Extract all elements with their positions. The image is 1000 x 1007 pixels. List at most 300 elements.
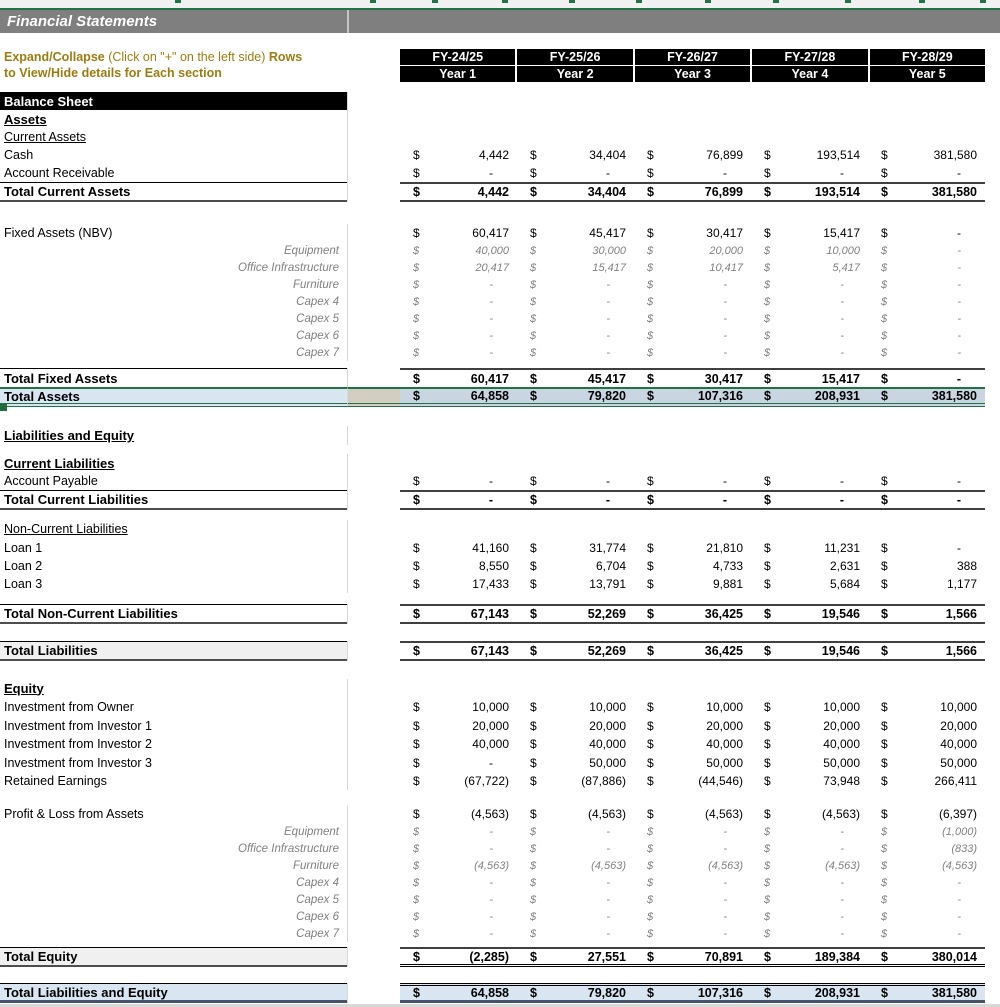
fy-header-cell[interactable]: FY-28/29 bbox=[870, 49, 985, 65]
value-cell[interactable] bbox=[751, 772, 868, 790]
value-cell[interactable] bbox=[400, 389, 517, 403]
row-label[interactable]: Office Infrastructure bbox=[238, 261, 339, 274]
row-label[interactable]: Loan 3 bbox=[4, 577, 43, 591]
row-label[interactable]: Capex 7 bbox=[296, 346, 339, 359]
value-cell[interactable] bbox=[751, 492, 868, 508]
value-cell[interactable] bbox=[400, 697, 517, 716]
value-cell[interactable] bbox=[868, 224, 985, 242]
year-header-cell[interactable]: Year 1 bbox=[400, 66, 515, 82]
gap-cell bbox=[347, 716, 400, 735]
value-cell[interactable] bbox=[751, 327, 868, 344]
row-label[interactable]: Office Infrastructure bbox=[238, 842, 339, 855]
row-label[interactable]: Assets bbox=[4, 111, 47, 127]
currency-symbol: $ bbox=[881, 148, 888, 162]
cell-value: 79,820 bbox=[587, 389, 626, 403]
value-cell[interactable] bbox=[868, 925, 985, 942]
cell-value: - bbox=[840, 927, 844, 940]
value-cell[interactable] bbox=[400, 986, 517, 1000]
value-cell[interactable] bbox=[868, 370, 985, 387]
cell-value: - bbox=[489, 825, 493, 838]
value-cell[interactable] bbox=[751, 925, 868, 942]
row-label[interactable]: Capex 4 bbox=[296, 876, 339, 889]
gap-cell bbox=[347, 310, 400, 327]
row-label[interactable]: Total Fixed Assets bbox=[0, 368, 347, 387]
value-cell[interactable] bbox=[400, 575, 517, 593]
value-cell[interactable] bbox=[868, 389, 985, 403]
value-cell[interactable] bbox=[751, 310, 868, 327]
value-cell[interactable] bbox=[634, 772, 751, 790]
value-cell[interactable] bbox=[517, 389, 634, 403]
value-cell[interactable] bbox=[868, 735, 985, 753]
values-area bbox=[400, 716, 985, 735]
value-cell[interactable] bbox=[400, 370, 517, 387]
value-cell[interactable] bbox=[868, 538, 985, 557]
value-cell[interactable] bbox=[868, 242, 985, 259]
currency-symbol: $ bbox=[764, 825, 771, 838]
value-cell[interactable] bbox=[868, 557, 985, 575]
gap-cell bbox=[347, 110, 400, 128]
value-cell[interactable] bbox=[400, 891, 517, 908]
value-cell[interactable] bbox=[868, 891, 985, 908]
currency-symbol: $ bbox=[413, 493, 420, 507]
value-cell[interactable] bbox=[751, 805, 868, 823]
row-label[interactable]: Total Liabilities bbox=[0, 641, 347, 661]
cell-value: - bbox=[489, 329, 493, 342]
value-cell[interactable] bbox=[517, 753, 634, 772]
cell-value: 107,316 bbox=[697, 389, 743, 403]
value-cell[interactable] bbox=[868, 823, 985, 840]
value-cell[interactable] bbox=[751, 344, 868, 361]
value-cell[interactable] bbox=[634, 224, 751, 242]
value-cell[interactable] bbox=[517, 146, 634, 164]
value-cell[interactable] bbox=[517, 293, 634, 310]
value-cell[interactable] bbox=[751, 389, 868, 403]
value-cell[interactable] bbox=[517, 772, 634, 790]
value-cell[interactable] bbox=[517, 716, 634, 735]
value-cell[interactable] bbox=[751, 276, 868, 293]
values-area bbox=[400, 538, 985, 557]
row-label[interactable]: Investment from Investor 2 bbox=[4, 737, 152, 751]
year-header-cell[interactable]: Year 2 bbox=[517, 66, 632, 82]
table-row bbox=[0, 823, 1000, 840]
value-cell[interactable] bbox=[751, 857, 868, 874]
value-cell[interactable] bbox=[751, 293, 868, 310]
value-cell[interactable] bbox=[868, 857, 985, 874]
value-cell[interactable] bbox=[517, 370, 634, 387]
fy-header-cell[interactable]: FY-27/28 bbox=[752, 49, 867, 65]
value-cell[interactable] bbox=[517, 242, 634, 259]
row-label[interactable]: Cash bbox=[4, 148, 34, 162]
value-cell[interactable] bbox=[868, 492, 985, 508]
row-label[interactable]: Fixed Assets (NBV) bbox=[4, 226, 113, 240]
expand-collapse-note bbox=[4, 49, 396, 81]
value-cell[interactable] bbox=[751, 164, 868, 182]
row-label[interactable]: Total Equity bbox=[0, 947, 347, 967]
value-cell[interactable] bbox=[400, 716, 517, 735]
value-cell[interactable] bbox=[634, 735, 751, 753]
value-cell[interactable] bbox=[517, 492, 634, 508]
currency-symbol: $ bbox=[764, 949, 771, 964]
cell-value: - bbox=[606, 927, 610, 940]
value-cell[interactable] bbox=[517, 327, 634, 344]
value-cell[interactable] bbox=[400, 538, 517, 557]
row-label[interactable]: Account Receivable bbox=[4, 166, 115, 180]
value-cell[interactable] bbox=[634, 242, 751, 259]
cell-value: - bbox=[840, 295, 844, 308]
value-cell[interactable] bbox=[751, 643, 868, 659]
value-cell[interactable] bbox=[517, 259, 634, 276]
row-label[interactable]: Balance Sheet bbox=[0, 92, 347, 110]
value-cell[interactable] bbox=[400, 259, 517, 276]
value-cell[interactable] bbox=[400, 735, 517, 753]
cell-value: - bbox=[839, 493, 844, 507]
value-cell[interactable] bbox=[868, 310, 985, 327]
currency-symbol: $ bbox=[881, 493, 888, 507]
cell-value: 76,899 bbox=[706, 148, 743, 162]
currency-symbol: $ bbox=[413, 166, 420, 180]
table-row bbox=[0, 735, 1000, 753]
row-label[interactable]: Total Assets bbox=[0, 387, 347, 407]
value-cell[interactable] bbox=[517, 557, 634, 575]
value-cell[interactable] bbox=[634, 697, 751, 716]
value-cell[interactable] bbox=[634, 986, 751, 1000]
value-cell[interactable] bbox=[751, 891, 868, 908]
cell-value: - bbox=[489, 927, 493, 940]
sheet-title-bar[interactable] bbox=[0, 10, 1000, 33]
value-cell[interactable] bbox=[517, 643, 634, 659]
value-cell[interactable] bbox=[868, 805, 985, 823]
row-label[interactable]: Total Current Assets bbox=[0, 182, 347, 202]
table-row bbox=[0, 182, 1000, 202]
currency-symbol: $ bbox=[413, 825, 420, 838]
value-cell[interactable] bbox=[400, 753, 517, 772]
currency-symbol: $ bbox=[413, 718, 420, 733]
value-cell[interactable] bbox=[751, 575, 868, 593]
value-cell[interactable] bbox=[517, 874, 634, 891]
row-label[interactable]: Current Assets bbox=[4, 130, 86, 144]
value-cell[interactable] bbox=[634, 805, 751, 823]
gap-cell bbox=[347, 925, 400, 942]
value-cell[interactable] bbox=[634, 891, 751, 908]
currency-symbol: $ bbox=[413, 371, 420, 386]
value-cell[interactable] bbox=[400, 805, 517, 823]
value-cell[interactable] bbox=[517, 344, 634, 361]
value-cell[interactable] bbox=[517, 164, 634, 182]
currency-symbol: $ bbox=[530, 842, 537, 855]
value-cell[interactable] bbox=[517, 908, 634, 925]
value-cell[interactable] bbox=[751, 224, 868, 242]
value-cell[interactable] bbox=[634, 293, 751, 310]
value-cell[interactable] bbox=[868, 276, 985, 293]
row-label[interactable]: Furniture bbox=[292, 859, 339, 872]
row-label[interactable]: Current Liabilities bbox=[4, 455, 115, 471]
row-label[interactable]: Loan 2 bbox=[4, 559, 43, 573]
value-cell[interactable] bbox=[751, 986, 868, 1000]
value-cell[interactable] bbox=[868, 575, 985, 593]
value-cell[interactable] bbox=[634, 164, 751, 182]
row-label[interactable]: Investment from Investor 3 bbox=[4, 755, 152, 770]
value-cell[interactable] bbox=[400, 840, 517, 857]
row-label[interactable]: Loan 1 bbox=[4, 540, 43, 555]
value-cell[interactable] bbox=[868, 606, 985, 622]
value-cell[interactable] bbox=[400, 925, 517, 942]
value-cell[interactable] bbox=[634, 716, 751, 735]
value-cell[interactable] bbox=[400, 874, 517, 891]
value-cell[interactable] bbox=[634, 184, 751, 200]
currency-symbol: $ bbox=[764, 540, 771, 555]
cell-value: - bbox=[489, 876, 493, 889]
value-cell[interactable] bbox=[634, 276, 751, 293]
row-label[interactable]: Total Liabilities and Equity bbox=[0, 983, 347, 1003]
value-cell[interactable] bbox=[517, 224, 634, 242]
value-cell[interactable] bbox=[634, 557, 751, 575]
cell-value: 19,546 bbox=[821, 607, 860, 621]
value-cell[interactable] bbox=[634, 753, 751, 772]
cell-value: 20,000 bbox=[472, 718, 509, 733]
value-cell[interactable] bbox=[517, 925, 634, 942]
value-cell[interactable] bbox=[517, 276, 634, 293]
value-cell[interactable] bbox=[400, 908, 517, 925]
value-cell[interactable] bbox=[868, 293, 985, 310]
value-cell[interactable] bbox=[634, 146, 751, 164]
cell-value: 40,000 bbox=[940, 737, 977, 751]
cell-value: - bbox=[606, 295, 610, 308]
value-cell[interactable] bbox=[400, 224, 517, 242]
value-cell[interactable] bbox=[751, 716, 868, 735]
value-cell[interactable] bbox=[751, 753, 868, 772]
row-label[interactable]: Capex 5 bbox=[296, 312, 339, 325]
value-cell[interactable] bbox=[517, 735, 634, 753]
fy-header-cell[interactable]: FY-25/26 bbox=[517, 49, 632, 65]
value-cell[interactable] bbox=[517, 184, 634, 200]
value-cell[interactable] bbox=[400, 293, 517, 310]
value-cell[interactable] bbox=[634, 606, 751, 622]
value-cell[interactable] bbox=[634, 370, 751, 387]
value-cell[interactable] bbox=[868, 184, 985, 200]
cell-value: 266,411 bbox=[934, 774, 977, 788]
value-cell[interactable] bbox=[517, 472, 634, 490]
value-cell[interactable] bbox=[751, 538, 868, 557]
value-cell[interactable] bbox=[634, 908, 751, 925]
row-label[interactable]: Account Payable bbox=[4, 474, 98, 488]
row-label[interactable]: Capex 7 bbox=[296, 927, 339, 940]
currency-symbol: $ bbox=[647, 807, 654, 821]
value-cell[interactable] bbox=[400, 184, 517, 200]
value-cell[interactable] bbox=[751, 606, 868, 622]
table-row bbox=[0, 908, 1000, 925]
row-label[interactable]: Retained Earnings bbox=[4, 774, 107, 788]
value-cell[interactable] bbox=[634, 492, 751, 508]
value-cell[interactable] bbox=[868, 643, 985, 659]
value-cell[interactable] bbox=[634, 575, 751, 593]
cell-value: 40,000 bbox=[706, 737, 743, 751]
value-cell[interactable] bbox=[868, 772, 985, 790]
value-cell[interactable] bbox=[400, 949, 517, 964]
value-cell[interactable] bbox=[868, 259, 985, 276]
value-cell[interactable] bbox=[400, 310, 517, 327]
value-cell[interactable] bbox=[517, 949, 634, 964]
cell-value: 60,417 bbox=[470, 371, 509, 386]
value-cell[interactable] bbox=[400, 557, 517, 575]
value-cell[interactable] bbox=[517, 891, 634, 908]
cell-value: - bbox=[722, 493, 727, 507]
value-cell[interactable] bbox=[634, 643, 751, 659]
currency-symbol: $ bbox=[764, 842, 771, 855]
year-header-cell[interactable]: Year 3 bbox=[635, 66, 750, 82]
value-cell[interactable] bbox=[400, 472, 517, 490]
value-cell[interactable] bbox=[868, 344, 985, 361]
row-label[interactable]: Capex 6 bbox=[296, 329, 339, 342]
value-cell[interactable] bbox=[751, 823, 868, 840]
value-cell[interactable] bbox=[517, 986, 634, 1000]
row-label[interactable]: Liabilities and Equity bbox=[4, 428, 135, 443]
value-cell[interactable] bbox=[400, 344, 517, 361]
row-label[interactable]: Capex 4 bbox=[296, 295, 339, 308]
value-cell[interactable] bbox=[634, 259, 751, 276]
row-label[interactable]: Equity bbox=[4, 680, 44, 696]
value-cell[interactable] bbox=[517, 857, 634, 874]
value-cell[interactable] bbox=[751, 908, 868, 925]
value-cell[interactable] bbox=[400, 643, 517, 659]
value-cell[interactable] bbox=[634, 840, 751, 857]
values-area bbox=[400, 387, 985, 407]
value-cell[interactable] bbox=[751, 557, 868, 575]
values-area bbox=[400, 520, 985, 538]
value-cell[interactable] bbox=[751, 146, 868, 164]
value-cell[interactable] bbox=[868, 146, 985, 164]
currency-symbol: $ bbox=[530, 389, 537, 403]
value-cell[interactable] bbox=[400, 164, 517, 182]
value-cell[interactable] bbox=[868, 840, 985, 857]
value-cell[interactable] bbox=[517, 823, 634, 840]
value-cell[interactable] bbox=[751, 949, 868, 964]
value-cell[interactable] bbox=[868, 472, 985, 490]
value-cell[interactable] bbox=[517, 840, 634, 857]
fy-header-cell[interactable]: FY-24/25 bbox=[400, 49, 515, 65]
value-cell[interactable] bbox=[751, 840, 868, 857]
value-cell[interactable] bbox=[751, 370, 868, 387]
cell-value: 20,000 bbox=[823, 718, 860, 733]
value-cell[interactable] bbox=[634, 472, 751, 490]
value-cell[interactable] bbox=[868, 753, 985, 772]
value-cell[interactable] bbox=[634, 344, 751, 361]
row-label[interactable]: Capex 5 bbox=[296, 893, 339, 906]
value-cell[interactable] bbox=[751, 697, 868, 716]
value-cell[interactable] bbox=[517, 606, 634, 622]
row-label[interactable]: Total Non-Current Liabilities bbox=[0, 604, 347, 624]
values-area bbox=[400, 259, 985, 276]
value-cell[interactable] bbox=[517, 538, 634, 557]
currency-symbol: $ bbox=[530, 718, 537, 733]
value-cell[interactable] bbox=[751, 735, 868, 753]
value-cell[interactable] bbox=[868, 874, 985, 891]
value-cell[interactable] bbox=[868, 949, 985, 964]
value-cell[interactable] bbox=[634, 327, 751, 344]
value-cell[interactable] bbox=[517, 805, 634, 823]
value-cell[interactable] bbox=[751, 472, 868, 490]
row-label[interactable]: Non-Current Liabilities bbox=[4, 522, 128, 536]
value-cell[interactable] bbox=[400, 606, 517, 622]
spacer-row bbox=[0, 202, 1000, 224]
currency-symbol: $ bbox=[413, 910, 420, 923]
value-cell[interactable] bbox=[868, 908, 985, 925]
cell-value: 52,269 bbox=[587, 644, 626, 658]
value-cell[interactable] bbox=[517, 310, 634, 327]
table-row bbox=[0, 472, 1000, 490]
value-cell[interactable] bbox=[517, 697, 634, 716]
value-cell[interactable] bbox=[634, 310, 751, 327]
value-cell[interactable] bbox=[868, 327, 985, 344]
cell-value: (4,563) bbox=[474, 859, 509, 872]
values-area bbox=[400, 925, 985, 942]
value-cell[interactable] bbox=[400, 823, 517, 840]
value-cell[interactable] bbox=[634, 925, 751, 942]
value-cell[interactable] bbox=[634, 389, 751, 403]
gap-cell bbox=[347, 697, 400, 716]
value-cell[interactable] bbox=[751, 242, 868, 259]
row-label[interactable]: Investment from Owner bbox=[4, 699, 134, 714]
value-cell[interactable] bbox=[751, 184, 868, 200]
value-cell[interactable] bbox=[634, 538, 751, 557]
currency-symbol: $ bbox=[647, 329, 654, 342]
row-label[interactable]: Furniture bbox=[292, 278, 339, 291]
value-cell[interactable] bbox=[868, 986, 985, 1000]
row-label[interactable]: Profit & Loss from Assets bbox=[4, 807, 144, 821]
row-label[interactable]: Total Current Liabilities bbox=[0, 490, 347, 510]
value-cell[interactable] bbox=[634, 949, 751, 964]
gap-cell bbox=[347, 753, 400, 772]
value-cell[interactable] bbox=[400, 492, 517, 508]
currency-symbol: $ bbox=[881, 755, 888, 770]
row-label[interactable]: Equipment bbox=[284, 825, 339, 838]
right-margin bbox=[985, 805, 1000, 823]
row-label[interactable]: Investment from Investor 1 bbox=[4, 718, 152, 733]
value-cell[interactable] bbox=[400, 857, 517, 874]
value-cell[interactable] bbox=[400, 276, 517, 293]
year-header-cell[interactable]: Year 4 bbox=[752, 66, 867, 82]
currency-symbol: $ bbox=[881, 577, 888, 591]
year-header-cell[interactable]: Year 5 bbox=[870, 66, 985, 82]
value-cell[interactable] bbox=[751, 874, 868, 891]
value-cell[interactable] bbox=[634, 857, 751, 874]
values-area bbox=[400, 490, 985, 510]
cell-value: - bbox=[957, 346, 961, 359]
value-cell[interactable] bbox=[634, 874, 751, 891]
cell-value: - bbox=[840, 842, 844, 855]
fy-header-cell[interactable]: FY-26/27 bbox=[635, 49, 750, 65]
cell-value: 381,580 bbox=[931, 389, 977, 403]
value-cell[interactable] bbox=[868, 164, 985, 182]
value-cell[interactable] bbox=[400, 772, 517, 790]
value-cell[interactable] bbox=[400, 242, 517, 259]
right-margin bbox=[985, 823, 1000, 840]
value-cell[interactable] bbox=[868, 697, 985, 716]
row-label[interactable]: Capex 6 bbox=[296, 910, 339, 923]
fy-label-row bbox=[400, 49, 985, 65]
spacer-row bbox=[0, 510, 1000, 520]
currency-symbol: $ bbox=[530, 261, 537, 274]
value-cell[interactable] bbox=[400, 327, 517, 344]
value-cell[interactable] bbox=[868, 716, 985, 735]
value-cell[interactable] bbox=[517, 575, 634, 593]
row-label[interactable]: Equipment bbox=[284, 244, 339, 257]
cell-value: - bbox=[606, 825, 610, 838]
cell-value: - bbox=[723, 474, 727, 488]
value-cell[interactable] bbox=[400, 146, 517, 164]
value-cell[interactable] bbox=[634, 823, 751, 840]
value-cell[interactable] bbox=[751, 259, 868, 276]
cell-value: - bbox=[957, 226, 961, 240]
